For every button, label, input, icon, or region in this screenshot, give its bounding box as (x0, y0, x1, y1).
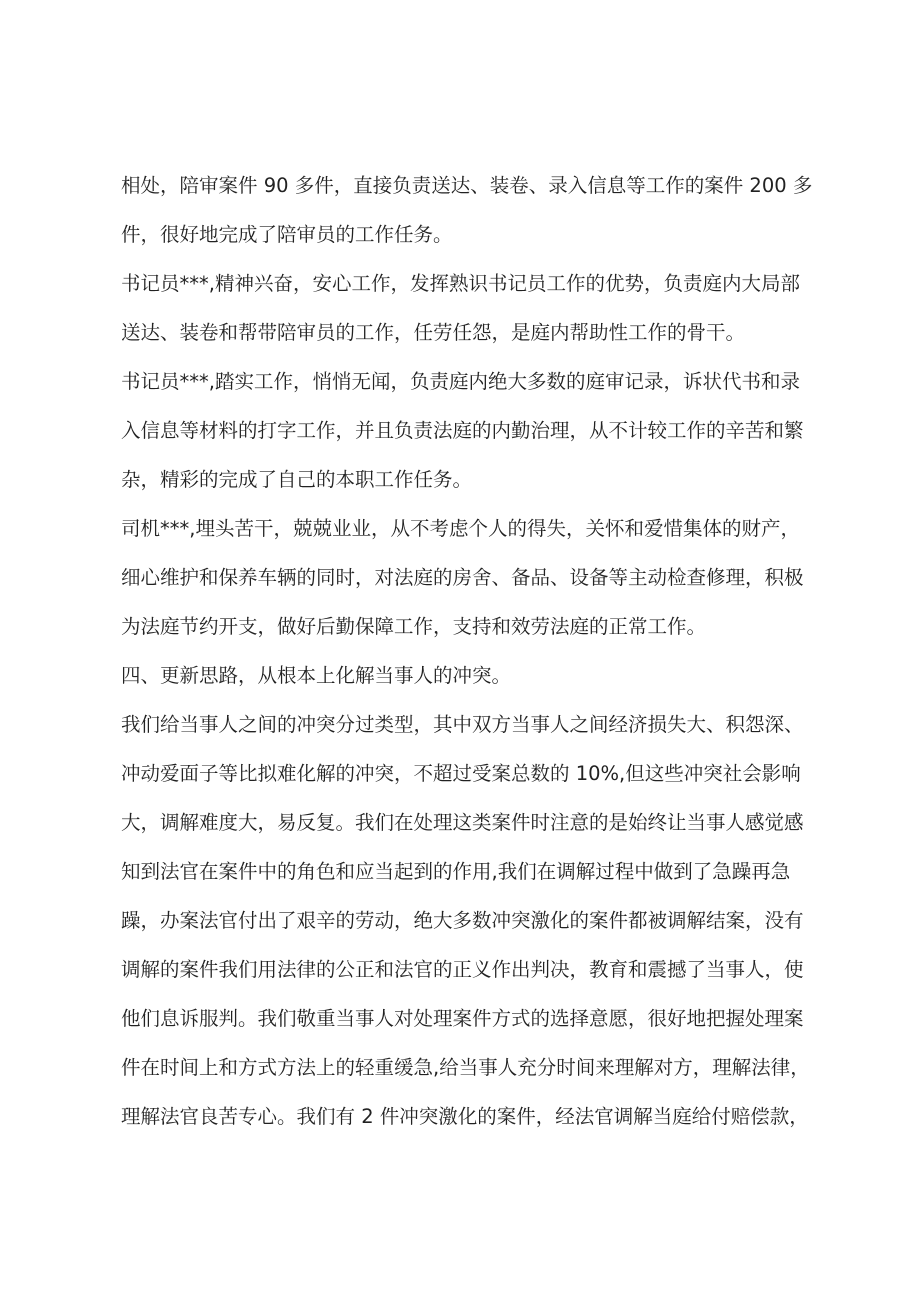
text-line: 为法庭节约开支，做好后勤保障工作，支持和效劳法庭的正常工作。 (121, 615, 707, 638)
text-line: 相处，陪审案件 90 多件，直接负责送达、装卷、录入信息等工作的案件 200 多 (121, 174, 813, 197)
text-line: 件，很好地完成了陪审员的工作任务。 (121, 223, 453, 246)
text-line: 书记员***,踏实工作，悄悄无闻，负责庭内绝大多数的庭审记录，诉状代书和录 (121, 370, 800, 393)
text-line: 送达、装卷和帮带陪审员的工作，任劳任怨，是庭内帮助性工作的骨干。 (121, 321, 746, 344)
text-line: 杂，精彩的完成了自己的本职工作任务。 (121, 468, 473, 491)
text-line: 大，调解难度大，易反复。我们在处理这类案件时注意的是始终让当事人感觉感 (121, 811, 804, 834)
text-line: 件在时间上和方式方法上的轻重缓急,给当事人充分时间来理解对方，理解法律， (121, 1056, 810, 1079)
text-line: 理解法官良苦专心。我们有 2 件冲突激化的案件，经法官调解当庭给付赔偿款， (121, 1105, 809, 1128)
text-line: 书记员***,精神兴奋，安心工作，发挥熟识书记员工作的优势，负责庭内大局部 (121, 272, 800, 295)
text-line: 知到法官在案件中的角色和应当起到的作用,我们在调解过程中做到了急躁再急 (121, 860, 791, 883)
text-line: 我们给当事人之间的冲突分过类型，其中双方当事人之间经济损失大、积怨深、 (121, 713, 804, 736)
text-line: 躁，办案法官付出了艰辛的劳动，绝大多数冲突激化的案件都被调解结案，没有 (121, 909, 804, 932)
text-line: 冲动爱面子等比拟难化解的冲突，不超过受案总数的 10%,但这些冲突社会影响 (121, 762, 801, 785)
section-heading: 四、更新思路，从根本上化解当事人的冲突。 (121, 664, 512, 687)
text-line: 调解的案件我们用法律的公正和法官的正义作出判决，教育和震撼了当事人，使 (121, 958, 804, 981)
text-line: 入信息等材料的打字工作，并且负责法庭的内勤治理，从不计较工作的辛苦和繁 (121, 419, 804, 442)
text-line: 细心维护和保养车辆的同时，对法庭的房舍、备品、设备等主动检查修理，积极 (121, 566, 804, 589)
text-line: 司机***,埋头苦干，兢兢业业，从不考虑个人的得失，关怀和爱惜集体的财产， (121, 517, 800, 540)
text-line: 他们息诉服判。我们敬重当事人对处理案件方式的选择意愿，很好地把握处理案 (121, 1007, 804, 1030)
